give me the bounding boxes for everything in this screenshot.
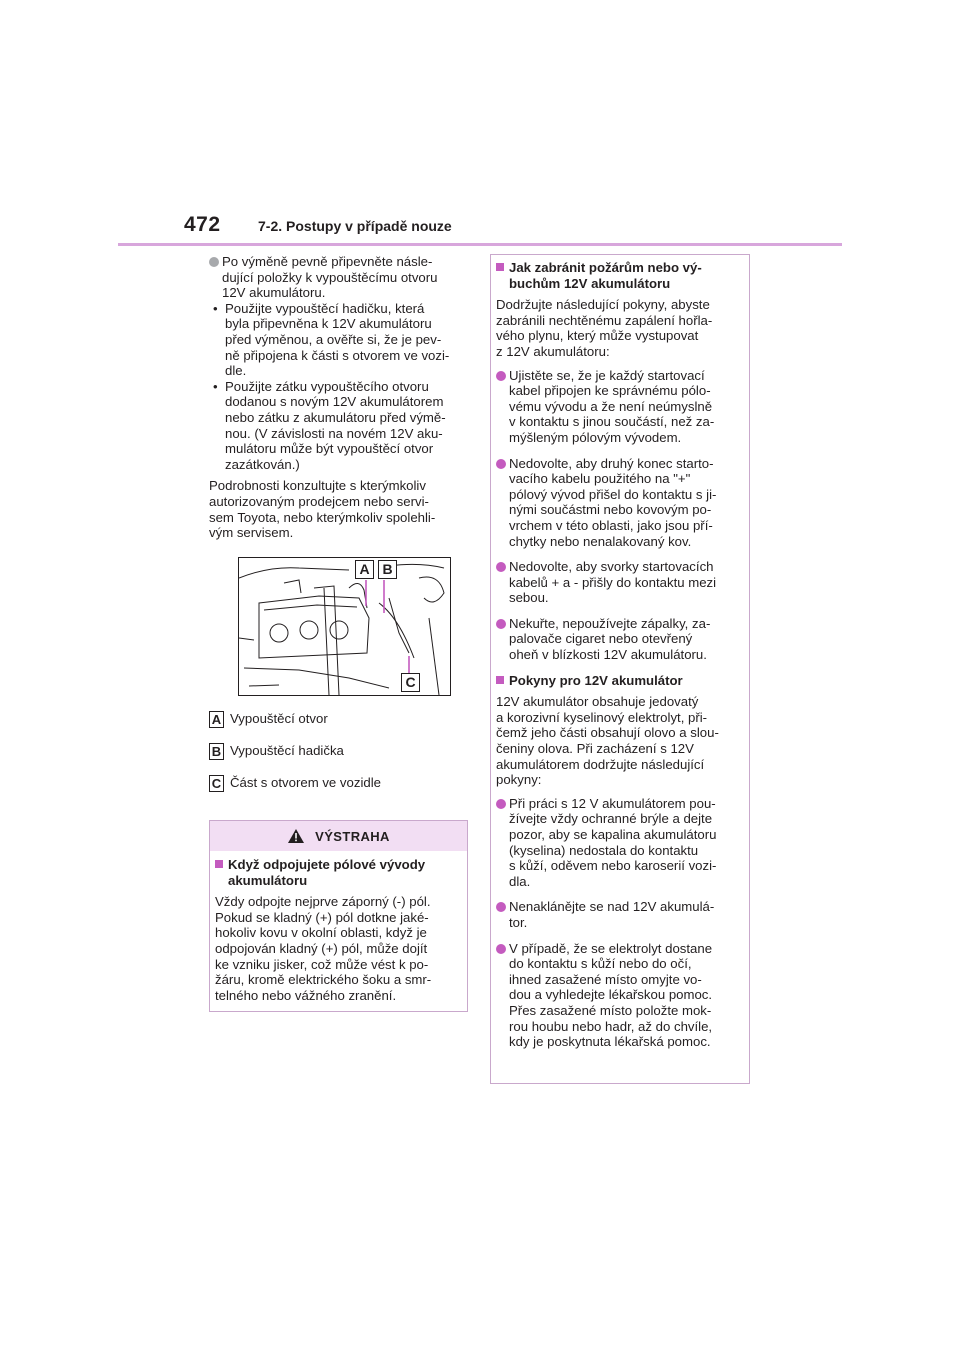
square-bullet-icon: [496, 263, 504, 271]
fire-bullet: [496, 616, 743, 663]
figure-label-b: B: [378, 560, 397, 579]
battery-illustration: [238, 557, 451, 696]
bullet-text: [509, 796, 716, 890]
text-line: v kontaktu s jinou součástí, než za-: [509, 414, 715, 430]
text-line: Dodržujte následující pokyny, abyste: [496, 297, 710, 313]
text-line: Pokud se kladný (+) pól dotkne jaké-: [215, 909, 429, 925]
text-line: do kontaktu s kůží nebo do očí,: [509, 956, 692, 972]
text-line: vrchem v této oblasti, jako jsou pří-: [509, 517, 713, 533]
left-column: [209, 254, 471, 792]
legend-key: B: [209, 743, 224, 760]
text-line: 12V akumulátoru.: [222, 285, 326, 301]
warning-title: VÝSTRAHA: [315, 828, 390, 844]
text-line: Přes zasažené místo položte mok-: [509, 1002, 712, 1018]
heading-text: Pokyny pro 12V akumulátor: [509, 672, 683, 688]
text-line: Nedovolte, aby svorky startovacích: [509, 559, 714, 575]
text-line: vého plynu, který může vystupovat: [496, 328, 699, 344]
text-line: dla.: [509, 873, 531, 889]
warning-text: [215, 894, 461, 1003]
text-line: nebo zátku z akumulátoru před výmě-: [225, 409, 446, 425]
warning-triangle-icon: [287, 828, 305, 844]
text-line: 12V akumulátor obsahuje jedovatý: [496, 694, 699, 710]
text-line: odpojován kladný (+) pól, může dojít: [215, 940, 428, 956]
text-line: byla připevněna k 12V akumulátoru: [225, 316, 432, 332]
text-line: (kyselina) nedostala do kontaktu: [509, 842, 699, 858]
bullet-replace-items: [209, 254, 471, 301]
legend-item-a: [209, 711, 471, 728]
text-line: Po výměně pevně připevněte násle-: [222, 254, 433, 269]
text-line: Při práci s 12 V akumulátorem pou-: [509, 795, 716, 811]
text-line: akumulátorem dodržujte následující: [496, 756, 705, 772]
bullet-dot-icon: [496, 799, 506, 809]
warning-header: [210, 821, 467, 851]
text-line: ke vzniku jisker, což může vést k po-: [215, 956, 429, 972]
text-line: Jak zabránit požárům nebo vý-: [509, 260, 702, 275]
text-line: mýšleným pólovým vývodem.: [509, 429, 682, 445]
bullet-text: [222, 254, 438, 301]
text-line: žívejte vždy ochranné brýle a dejte: [509, 811, 713, 827]
bullet-text: [509, 456, 716, 550]
fire-prevention-heading: [496, 260, 743, 291]
text-line: Podrobnosti konzultujte s kterýmkoliv: [209, 478, 426, 494]
text-line: Nekuřte, nepoužívejte zápalky, za-: [509, 615, 711, 631]
text-line: chytky nebo nenalakovaný kov.: [509, 533, 692, 549]
text-line: palovače cigaret nebo otevřený: [509, 631, 693, 647]
text-line: buchům 12V akumulátoru: [509, 275, 671, 291]
sub-bullet-mark: •: [213, 300, 218, 316]
bullet-dot-icon: [496, 371, 506, 381]
text-line: nou. (V závislosti na novém 12V aku-: [225, 425, 443, 441]
text-line: sem Toyota, nebo kterýmkoliv spolehli-: [209, 509, 436, 525]
bullet-dot-icon: [496, 944, 506, 954]
text-line: Ujistěte se, že je každý startovací: [509, 367, 705, 383]
sub-item-text: [225, 301, 449, 379]
sub-item-text: [225, 379, 446, 473]
text-line: oheň v blízkosti 12V akumulátoru.: [509, 647, 707, 663]
text-line: a korozivní kyselinový elektrolyt, při-: [496, 709, 708, 725]
text-line: dodanou s novým 12V akumulátorem: [225, 394, 444, 410]
text-line: Když odpojujete pólové vývody: [228, 857, 426, 872]
text-line: vacího kabelu použitého na "+": [509, 471, 691, 487]
page-number: 472: [184, 213, 221, 236]
legend-key: C: [209, 775, 224, 792]
text-line: ihned zasažené místo omyjte vo-: [509, 971, 702, 987]
text-line: kabel připojen ke správnému pólo-: [509, 383, 711, 399]
heading-text: [228, 857, 425, 888]
consult-paragraph: [209, 478, 471, 540]
heading-text: [509, 260, 702, 291]
text-line: Použijte vypouštěcí hadičku, která: [225, 300, 425, 316]
square-bullet-icon: [215, 860, 223, 868]
text-line: rou houbu nebo hadr, až do chvíle,: [509, 1018, 713, 1034]
text-line: ně připojena k části s otvorem ve vozi-: [225, 347, 450, 363]
bullet-text: [509, 941, 712, 1050]
text-line: zabránili nechtěnému zapálení hořla-: [496, 312, 713, 328]
battery-guidelines-heading: [496, 673, 743, 689]
warning-body: [210, 851, 467, 1003]
text-line: telného nebo vážného zranění.: [215, 987, 397, 1003]
figure-label-c: C: [401, 673, 420, 692]
battery-bullet: [496, 796, 743, 890]
warning-heading: [215, 857, 461, 888]
legend-key: A: [209, 711, 224, 728]
bullet-text: [509, 559, 716, 606]
text-line: zazátkován.): [225, 456, 300, 472]
text-line: Použijte zátku vypouštěcího otvoru: [225, 378, 429, 394]
legend-item-b: [209, 743, 471, 760]
fire-bullet: [496, 456, 743, 550]
text-line: akumulátoru: [228, 872, 308, 888]
legend-text: Vypouštěcí hadička: [230, 743, 344, 759]
text-line: Vždy odpojte nejprve záporný (-) pól.: [215, 894, 431, 910]
right-info-box: [490, 254, 750, 1084]
battery-bullet: [496, 899, 743, 930]
battery-bullet: [496, 941, 743, 1050]
legend-text: Vypouštěcí otvor: [230, 711, 328, 727]
text-line: Nedovolte, aby druhý konec starto-: [509, 455, 714, 471]
text-line: vým servisem.: [209, 525, 294, 541]
text-line: nými součástmi nebo kovovým po-: [509, 502, 712, 518]
text-line: dující položky k vypouštěcímu otvoru: [222, 269, 438, 285]
bullet-text: [509, 899, 714, 930]
text-line: Nenaklánějte se nad 12V akumulá-: [509, 899, 715, 915]
sub-item-drain-plug: [209, 379, 471, 473]
text-line: V případě, že se elektrolyt dostane: [509, 940, 713, 956]
text-line: tor.: [509, 914, 528, 930]
fire-bullet: [496, 368, 743, 446]
text-line: mulátoru může být vypouštěcí otvor: [225, 441, 434, 457]
fire-bullet: [496, 559, 743, 606]
battery-intro: [496, 694, 743, 788]
sub-item-drain-tube: [209, 301, 471, 379]
bullet-dot-icon: [209, 257, 219, 267]
text-line: před výměnou, a ověřte si, že je pev-: [225, 331, 442, 347]
text-line: pozor, aby se kapalina akumulátoru: [509, 827, 717, 842]
bullet-dot-icon: [496, 619, 506, 629]
bullet-text: [509, 616, 710, 663]
text-line: s kůží, oděvem nebo karoserií vozi-: [509, 858, 717, 874]
text-line: vému vývodu a že není neúmyslně: [509, 398, 713, 414]
legend-item-c: [209, 775, 471, 792]
bullet-dot-icon: [496, 902, 506, 912]
text-line: sebou.: [509, 590, 549, 606]
bullet-dot-icon: [496, 459, 506, 469]
legend-text: Část s otvorem ve vozidle: [230, 775, 381, 791]
text-line: hokoliv kovu v okolní oblasti, když je: [215, 925, 427, 941]
section-title: 7-2. Postupy v případě nouze: [258, 218, 452, 234]
text-line: autorizovaným prodejcem nebo servi-: [209, 493, 429, 509]
text-line: z 12V akumulátoru:: [496, 343, 610, 359]
figure-label-a: A: [355, 560, 374, 579]
text-line: kabelů + a - přišly do kontaktu mezi: [509, 574, 717, 590]
text-line: pokyny:: [496, 772, 542, 788]
text-line: pólový vývod přišel do kontaktu s ji-: [509, 486, 717, 502]
text-line: dle.: [225, 363, 247, 379]
text-line: kdy je poskytnuta lékařská pomoc.: [509, 1034, 711, 1050]
text-line: dou a vyhledejte lékařskou pomoc.: [509, 987, 713, 1003]
sub-bullet-mark: •: [213, 378, 218, 394]
square-bullet-icon: [496, 676, 504, 684]
header-rule: [118, 243, 842, 246]
bullet-text: [509, 368, 714, 446]
text-line: žáru, kromě elektrického šoku a smr-: [215, 972, 432, 988]
text-line: čeniny olova. Při zacházení s 12V: [496, 741, 694, 757]
text-line: čemž jeho části obsahují olovo a slou-: [496, 725, 719, 741]
fire-intro: [496, 297, 743, 359]
bullet-dot-icon: [496, 562, 506, 572]
warning-box: [209, 820, 468, 1012]
